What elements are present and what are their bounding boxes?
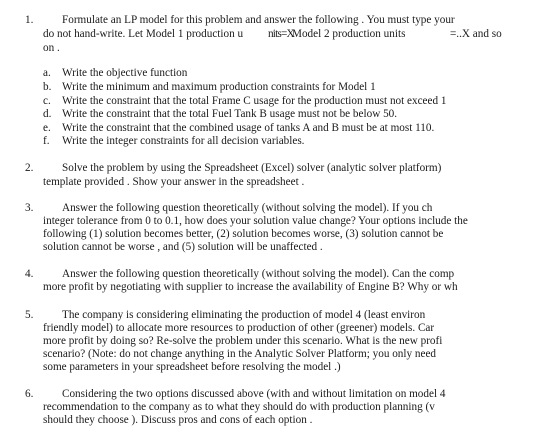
question-text-line: template provided . Show your answer in the spreadsheet . — [43, 176, 305, 188]
question-text-line: following (1) solution becomes better, (2) solution becomes worse, (3) solution cannot be — [43, 228, 444, 240]
overlapping-text: Model 2 production units — [292, 28, 406, 40]
question-text-line: more profit by doing so? Re-solve the problem under this scenario. What is the new profi — [43, 335, 443, 347]
question-text-line: recommendation to the company as to what they should do with production planning (v — [43, 401, 435, 413]
question-number: 3. — [25, 202, 34, 214]
sub-question-text: Write the constraint that the total Fuel Tank B usage must not be below 50. — [62, 108, 398, 120]
overlapping-text: nits=X — [268, 28, 294, 40]
question-text-line: Formulate an LP model for this problem and answer the following . You must type your — [62, 14, 455, 26]
sub-question-letter: f. — [43, 135, 50, 147]
sub-question-letter: c. — [43, 95, 51, 107]
question-number: 6. — [25, 388, 34, 400]
question-text-line: on . — [43, 42, 60, 54]
sub-question-text: Write the constraint that the total Frame C usage for the production must not exceed 1 — [62, 95, 447, 107]
sub-question-text: Write the constraint that the combined usage of tanks A and B must be at most 110. — [62, 122, 435, 134]
question-text-line: more profit by negotiating with supplier to increase the availability of Engine B? Why or wh — [43, 281, 458, 293]
question-text-line: The company is considering eliminating the production of model 4 (least environ — [62, 309, 426, 321]
question-text-line: friendly model) to allocate more resources to production of other (greener) models. Car — [43, 322, 435, 334]
question-text-line: do not hand-write. Let Model 1 production u — [43, 28, 244, 40]
sub-question-text: Write the integer constraints for all decision variables. — [62, 135, 305, 147]
question-text-line: should they choose ). Discuss pros and cons of each option . — [43, 414, 313, 426]
question-text-line: Solve the problem by using the Spreadsheet (Excel) solver (analytic solver platform) — [62, 162, 442, 174]
question-text-line: Considering the two options discussed above (with and without limitation on model 4 — [62, 388, 446, 400]
question-text-line: some parameters in your spreadsheet before resolving the model .) — [43, 361, 341, 373]
sub-question-text: Write the objective function — [62, 67, 188, 79]
question-number: 2. — [25, 162, 34, 174]
question-text-line: integer tolerance from 0 to 0.1, how does your solution value change? — [43, 215, 356, 227]
overlapping-text: Your options include the — [358, 215, 468, 227]
question-number: 1. — [25, 14, 34, 26]
question-text-line: solution cannot be worse , and (5) solution will be unaffected . — [43, 241, 323, 253]
question-text-line: Answer the following question theoretically (without solving the model). Can the comp — [62, 268, 455, 280]
sub-question-letter: b. — [43, 81, 52, 93]
sub-question-letter: a. — [43, 67, 51, 79]
question-number: 4. — [25, 268, 34, 280]
sub-question-letter: e. — [43, 122, 51, 134]
sub-question-letter: d. — [43, 108, 52, 120]
sub-question-text: Write the minimum and maximum production constraints for Model 1 — [62, 81, 376, 93]
question-text-line: Answer the following question theoretically (without solving the model). If you ch — [62, 202, 433, 214]
question-text-line: =..X and so — [450, 28, 502, 40]
question-text-line: scenario? (Note: do not change anything in the Analytic Solver Platform; you only need — [43, 348, 437, 360]
question-number: 5. — [25, 309, 34, 321]
